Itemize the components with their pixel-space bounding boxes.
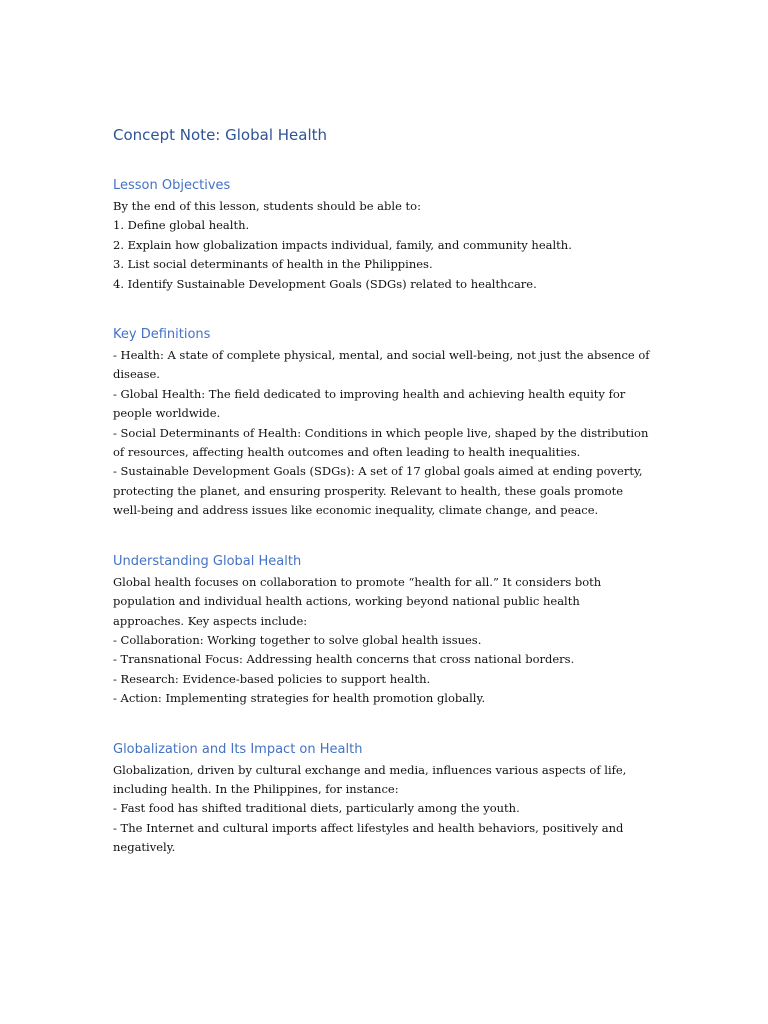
text-line: disease. (113, 367, 160, 382)
section-key-definitions (113, 325, 653, 521)
text-line: protecting the planet, and ensuring prosperity. Relevant to health, these goals promote (113, 483, 624, 498)
text-line: negatively. (113, 840, 176, 855)
list-item: 1. Define global health. (113, 218, 250, 233)
text-line: approaches. Key aspects include: (113, 613, 308, 628)
text-line: - Global Health: The field dedicated to improving health and achieving health equity for (113, 386, 626, 401)
text-line: - Social Determinants of Health: Conditions in which people live, shaped by the distribution (113, 425, 649, 440)
document-title: Concept Note: Global Health (113, 126, 328, 144)
document-page (113, 124, 653, 889)
section-globalization-impact (113, 740, 653, 858)
text-line: Globalization, driven by cultural exchange and media, influences various aspects of life, (113, 762, 627, 777)
text-line: - Health: A state of complete physical, mental, and social well-being, not just the absence of (113, 348, 650, 363)
list-item: - Action: Implementing strategies for health promotion globally. (113, 691, 486, 706)
section-lesson-objectives (113, 176, 653, 294)
text-line: By the end of this lesson, students should be able to: (113, 199, 421, 213)
text-line: of resources, affecting health outcomes and often leading to health inequalities. (113, 445, 581, 460)
list-item: - The Internet and cultural imports affect lifestyles and health behaviors, positively and (113, 820, 624, 835)
section-heading: Lesson Objectives (113, 178, 231, 193)
section-body (113, 346, 653, 521)
list-item: - Fast food has shifted traditional diets, particularly among the youth. (113, 801, 520, 816)
section-body (113, 573, 653, 709)
list-item: - Collaboration: Working together to solve global health issues. (113, 632, 482, 647)
list-item: - Research: Evidence-based policies to support health. (113, 671, 431, 686)
section-body (113, 197, 653, 294)
text-line: well-being and address issues like economic inequality, climate change, and peace. (113, 503, 599, 518)
list-item: - Transnational Focus: Addressing health concerns that cross national borders. (113, 652, 575, 667)
text-line: people worldwide. (113, 406, 221, 421)
text-line: population and individual health actions, working beyond national public health (113, 594, 580, 609)
text-line: including health. In the Philippines, for instance: (113, 781, 399, 796)
list-item: 3. List social determinants of health in the Philippines. (113, 257, 433, 272)
text-line: Global health focuses on collaboration to promote “health for all.” It considers both (113, 574, 602, 589)
text-line: - Sustainable Development Goals (SDGs): A set of 17 global goals aimed at ending poverty, (113, 464, 643, 479)
list-item: 4. Identify Sustainable Development Goals (SDGs) related to healthcare. (113, 276, 537, 291)
list-item: 2. Explain how globalization impacts individual, family, and community health. (113, 237, 572, 252)
section-heading: Understanding Global Health (113, 553, 302, 569)
section-heading: Globalization and Its Impact on Health (113, 741, 363, 757)
section-heading: Key Definitions (113, 327, 211, 343)
section-body (113, 761, 653, 858)
section-understanding-global-health (113, 552, 653, 709)
